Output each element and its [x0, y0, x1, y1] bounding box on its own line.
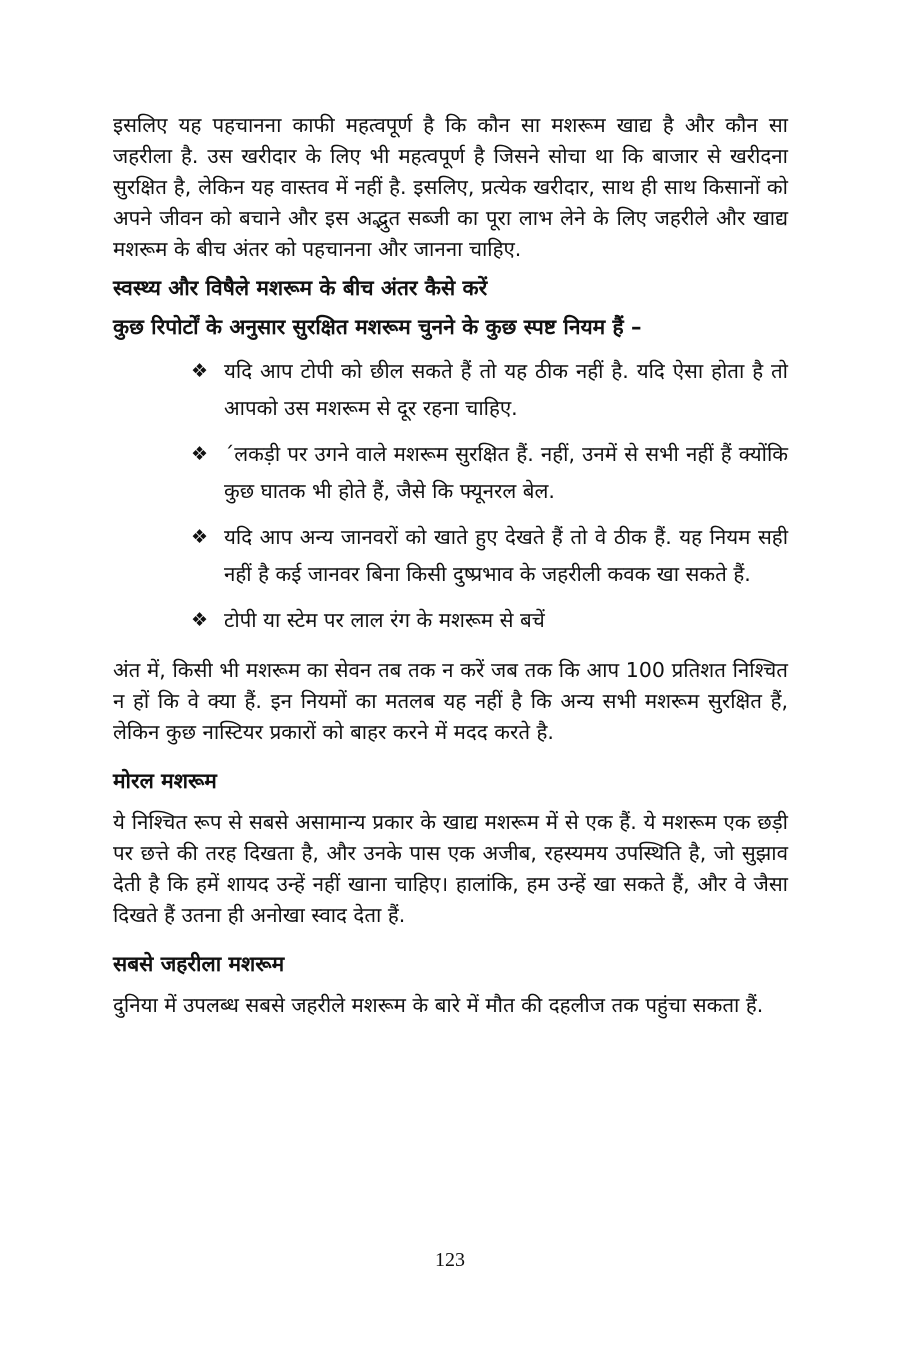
conclusion-paragraph: अंत में, किसी भी मशरूम का सेवन तब तक न करें जब तक कि आप 100 प्रतिशत निश्चित न हों कि वे क्या हैं. इन नियमों का मतलब यह नहीं है कि अन्य सभी मशरूम सुरक्षित हैं, लेकिन कुछ नास्टियर प्रकारों को बाहर करने में मदद करते है.	[113, 658, 788, 744]
morel-paragraph: ये निश्चित रूप से सबसे असामान्य प्रकार के खाद्य मशरूम में से एक हैं. ये मशरूम एक छड़ी पर छत्ते की तरह दिखता है, और उनके पास एक अजीब, रहस्यमय उपस्थिति है, जो सुझाव देती है कि हमें शायद उन्हें नहीं खाना चाहिए। हालांकि, हम उन्हें खा सकते हैं, और वे जैसा दिखते हैं उतना ही अनोखा स्वाद देता हैं.	[113, 810, 788, 927]
heading-poisonous: सबसे जहरीला मशरूम	[113, 952, 285, 976]
rule-text: ´लकड़ी पर उगने वाले मशरूम सुरक्षित हैं. नहीं, उनमें से सभी नहीं हैं क्योंकि कुछ घातक भी होते हैं, जैसे कि फ्यूनरल बेल.	[224, 442, 788, 503]
poisonous-paragraph: दुनिया में उपलब्ध सबसे जहरीले मशरूम के बारे में मौत की दहलीज तक पहुंचा सकता हैं.	[113, 993, 764, 1017]
heading-rules: कुछ रिपोर्टों के अनुसार सुरक्षित मशरूम चुनने के कुछ स्पष्ट नियम हैं –	[113, 315, 642, 339]
diamond-bullet-icon: ❖	[191, 443, 209, 465]
rule-text: यदि आप अन्य जानवरों को खाते हुए देखते हैं तो वे ठीक हैं. यह नियम सही नहीं है कई जानवर बिना किसी दुष्प्रभाव के जहरीली कवक खा सकते हैं.	[224, 525, 788, 586]
rules-list	[113, 353, 788, 639]
list-item	[191, 436, 788, 510]
diamond-bullet-icon: ❖	[191, 360, 209, 382]
list-item	[191, 519, 788, 593]
diamond-bullet-icon: ❖	[191, 609, 209, 631]
list-item	[191, 602, 788, 639]
page-number: 123	[435, 1249, 465, 1271]
rule-text: टोपी या स्टेम पर लाल रंग के मशरूम से बचें	[224, 608, 545, 632]
page-content	[113, 110, 788, 1021]
list-item	[191, 353, 788, 427]
intro-paragraph: इसलिए यह पहचानना काफी महत्वपूर्ण है कि कौन सा मशरूम खाद्य है और कौन सा जहरीला है. उस खरीदार के लिए भी महत्वपूर्ण है जिसने सोचा था कि बाजार से खरीदना सुरक्षित है, लेकिन यह वास्तव में नहीं है. इसलिए, प्रत्येक खरीदार, साथ ही साथ किसानों को अपने जीवन को बचाने और इस अद्भुत सब्जी का पूरा लाभ लेने के लिए जहरीले और खाद्य मशरूम के बीच अंतर को पहचानना और जानना चाहिए.	[113, 113, 788, 261]
heading-morel: मोरल मशरूम	[113, 769, 217, 793]
heading-difference: स्वस्थ्य और विषैले मशरूम के बीच अंतर कैसे करें	[113, 276, 488, 300]
rule-text: यदि आप टोपी को छील सकते हैं तो यह ठीक नहीं है. यदि ऐसा होता है तो आपको उस मशरूम से दूर रहना चाहिए.	[224, 359, 788, 420]
diamond-bullet-icon: ❖	[191, 526, 209, 548]
